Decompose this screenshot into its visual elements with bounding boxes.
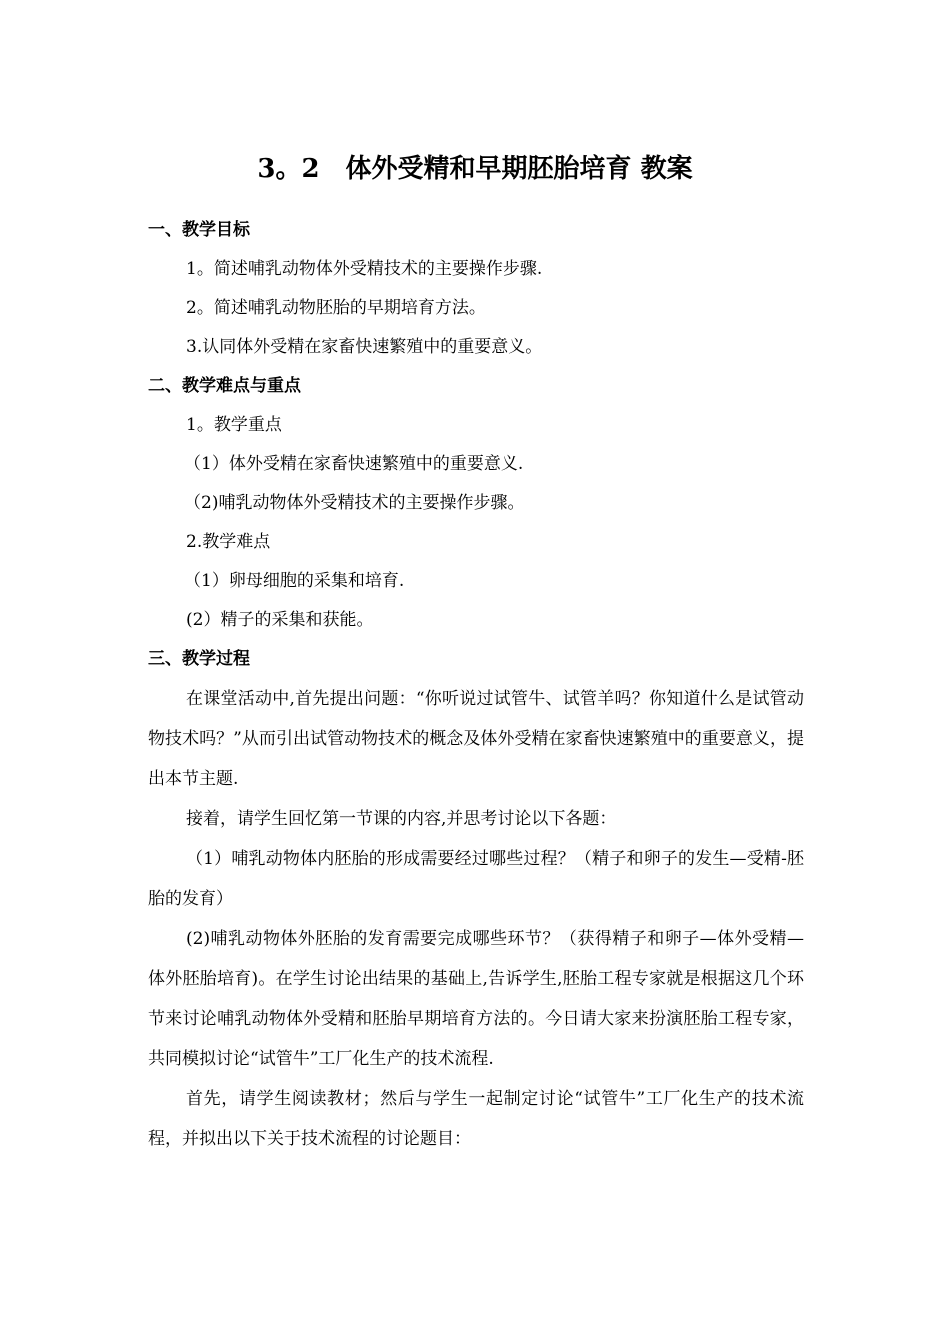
objective-item: 1。简述哺乳动物体外受精技术的主要操作步骤. [186, 259, 543, 279]
difficult-point-item: (2）精子的采集和获能。 [186, 610, 374, 630]
document-body [148, 211, 804, 1159]
difficult-points-title: 2.教学难点 [186, 532, 271, 552]
key-points-title: 1。教学重点 [186, 415, 282, 435]
objective-item: 2。简述哺乳动物胚胎的早期培育方法。 [186, 298, 486, 318]
section-heading-process: 三、教学过程 [148, 649, 250, 669]
process-paragraph: 在课堂活动中,首先提出问题：“你听说过试管牛、试管羊吗？你知道什么是试管动物技术吗？”从而引出试管动物技术的概念及体外受精在家畜快速繁殖中的重要意义，提出本节主题. [148, 689, 804, 789]
section-heading-key-points: 二、教学难点与重点 [148, 376, 301, 396]
process-paragraph: 首先，请学生阅读教材；然后与学生一起制定讨论“试管牛”工厂化生产的技术流程，并拟出以下关于技术流程的讨论题目： [148, 1089, 804, 1149]
document-title: 3。2 体外受精和早期胚胎培育 教案 [257, 154, 693, 184]
objective-item: 3.认同体外受精在家畜快速繁殖中的重要意义。 [186, 337, 543, 357]
difficult-point-item: （1）卵母细胞的采集和培育. [184, 571, 405, 591]
process-paragraph: （1）哺乳动物体内胚胎的形成需要经过哪些过程？（精子和卵子的发生—受精-胚胎的发育） [148, 849, 804, 909]
process-paragraph: 接着，请学生回忆第一节课的内容,并思考讨论以下各题： [186, 809, 617, 829]
section-heading-objectives: 一、教学目标 [148, 220, 250, 240]
key-point-item: （2)哺乳动物体外受精技术的主要操作步骤。 [184, 493, 525, 513]
key-point-item: （1）体外受精在家畜快速繁殖中的重要意义. [184, 454, 524, 474]
process-paragraph: (2)哺乳动物体外胚胎的发育需要完成哪些环节？（获得精子和卵子—体外受精—体外胚胎培育)。在学生讨论出结果的基础上,告诉学生,胚胎工程专家就是根据这几个环节来讨论哺乳动物体外受精和胚胎早期培育方法的。今日请大家来扮演胚胎工程专家，共同模拟讨论“试管牛”工厂化生产的技术流程. [148, 929, 804, 1069]
